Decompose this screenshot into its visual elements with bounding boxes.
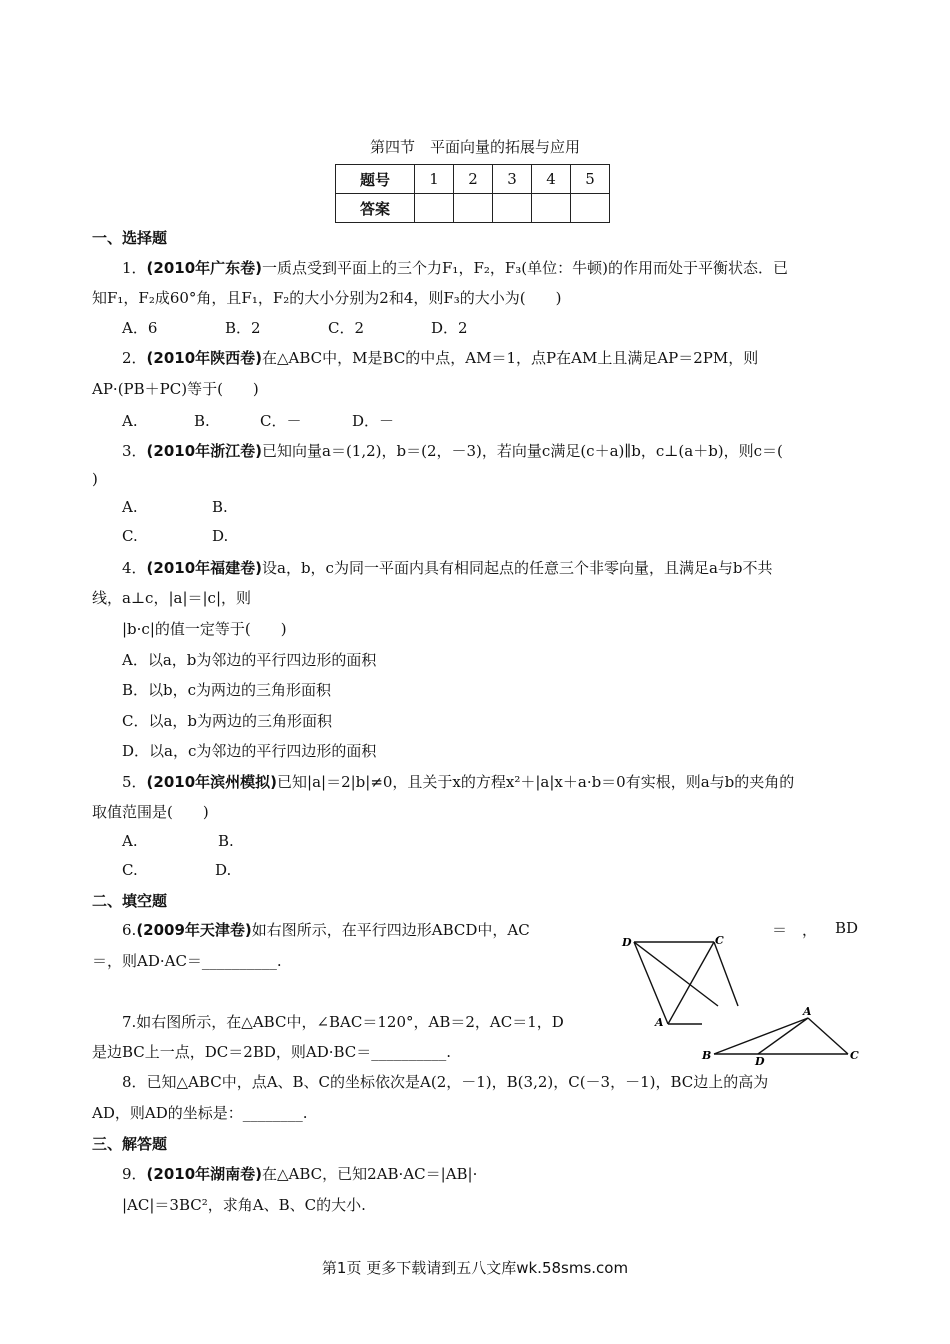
question-6-line-1: 6.(2009年天津卷)如右图所示，在平行四边形ABCD中，AC xyxy=(122,921,530,939)
fig2-label-c: C xyxy=(850,1049,859,1062)
question-5-line-2: 取值范围是( ) xyxy=(92,803,209,821)
table-cell xyxy=(454,194,493,223)
question-3-line-2: ) xyxy=(92,470,98,488)
triangle-figure xyxy=(700,1004,865,1066)
question-4-option-d: D．以a，c为邻边的平行四边形的面积 xyxy=(122,742,377,760)
question-6-line-1-mid: ＝ ， xyxy=(772,921,818,939)
table-row xyxy=(336,165,610,194)
question-9-line-1: 9．(2010年湖南卷)在△ABC，已知2AB·AC＝|AB|· xyxy=(122,1165,478,1183)
section-heading: 一、选择题 xyxy=(92,229,168,247)
section-heading: 三、解答题 xyxy=(92,1135,168,1153)
question-5-line-1: 5．(2010年滨州模拟)已知|a|＝2|b|≠0，且关于x的方程x²＋|a|x＋a·b＝0有实根，则a与b的夹角的 xyxy=(122,773,795,791)
table-row xyxy=(336,194,610,223)
question-3-options-row-1: A. B. xyxy=(122,498,228,516)
answer-table xyxy=(335,164,610,223)
table-cell: 5 xyxy=(571,165,610,194)
fig2-label-a: A xyxy=(803,1005,812,1018)
fig1-label-d: D xyxy=(622,936,632,949)
table-header-number: 题号 xyxy=(336,165,415,194)
question-5-options-row-1: A. B. xyxy=(122,832,234,850)
table-header-answer: 答案 xyxy=(336,194,415,223)
question-6-line-2: ＝，则AD·AC＝__________. xyxy=(92,952,282,970)
section-heading: 二、填空题 xyxy=(92,892,168,910)
question-2-line-1: 2．(2010年陕西卷)在△ABC中，M是BC的中点，AM＝1，点P在AM上且满足AP＝2PM，则 xyxy=(122,349,759,367)
table-cell xyxy=(493,194,532,223)
table-cell xyxy=(571,194,610,223)
question-7-line-1: 7.如右图所示，在△ABC中，∠BAC＝120°，AB＝2，AC＝1，D xyxy=(122,1013,564,1031)
table-cell: 4 xyxy=(532,165,571,194)
question-3-options-row-2: C. D. xyxy=(122,527,229,545)
question-5-options-row-2: C. D. xyxy=(122,861,232,879)
question-4-option-a: A．以a，b为邻边的平行四边形的面积 xyxy=(122,651,377,669)
question-8-line-2: AD，则AD的坐标是：________. xyxy=(92,1104,308,1122)
question-6-line-1-end: BD xyxy=(835,919,859,937)
question-7-line-2: 是边BC上一点，DC＝2BD，则AD·BC＝__________. xyxy=(92,1043,452,1061)
fig1-label-c: C xyxy=(715,934,724,947)
question-4-line-1: 4．(2010年福建卷)设a，b，c为同一平面内具有相同起点的任意三个非零向量，且满足a与b不共 xyxy=(122,559,773,577)
table-cell: 3 xyxy=(493,165,532,194)
question-1-line-1: 1．(2010年广东卷)一质点受到平面上的三个力F₁，F₂，F₃(单位：牛顿)的作用而处于平衡状态．已 xyxy=(122,259,788,277)
fig1-label-a: A xyxy=(655,1016,664,1029)
question-3-line-1: 3．(2010年浙江卷)已知向量a＝(1,2)，b＝(2，－3)，若向量c满足(c＋a)∥b，c⊥(a＋b)，则c＝( xyxy=(122,442,783,460)
question-4-line-3: |b·c|的值一定等于( ) xyxy=(122,620,287,638)
table-cell xyxy=(532,194,571,223)
fig2-label-b: B xyxy=(702,1049,712,1062)
question-4-option-c: C．以a，b为两边的三角形面积 xyxy=(122,712,333,730)
table-cell: 2 xyxy=(454,165,493,194)
question-4-option-b: B．以b，c为两边的三角形面积 xyxy=(122,681,332,699)
question-8-line-1: 8．已知△ABC中，点A、B、C的坐标依次是A(2，－1)，B(3,2)，C(－3，－1)，BC边上的高为 xyxy=(122,1073,769,1091)
table-cell xyxy=(415,194,454,223)
question-1-line-2: 知F₁，F₂成60°角，且F₁，F₂的大小分别为2和4，则F₃的大小为( ) xyxy=(92,289,562,307)
question-9-line-2: |AC|＝3BC²，求角A、B、C的大小. xyxy=(122,1196,366,1214)
question-2-options: A. B. C．－ D．－ xyxy=(122,412,395,430)
table-cell: 1 xyxy=(415,165,454,194)
fig2-label-d: D xyxy=(755,1055,765,1068)
question-4-line-2: 线，a⊥c，|a|＝|c|，则 xyxy=(92,589,252,607)
question-2-line-2: AP·(PB＋PC)等于( ) xyxy=(92,380,259,398)
page-title: 第四节 平面向量的拓展与应用 xyxy=(369,138,580,156)
question-1-options: A．6 B．2 C．2 D．2 xyxy=(122,319,468,337)
page-footer: 第1页 更多下载请到五八文库wk.58sms.com xyxy=(321,1259,629,1277)
